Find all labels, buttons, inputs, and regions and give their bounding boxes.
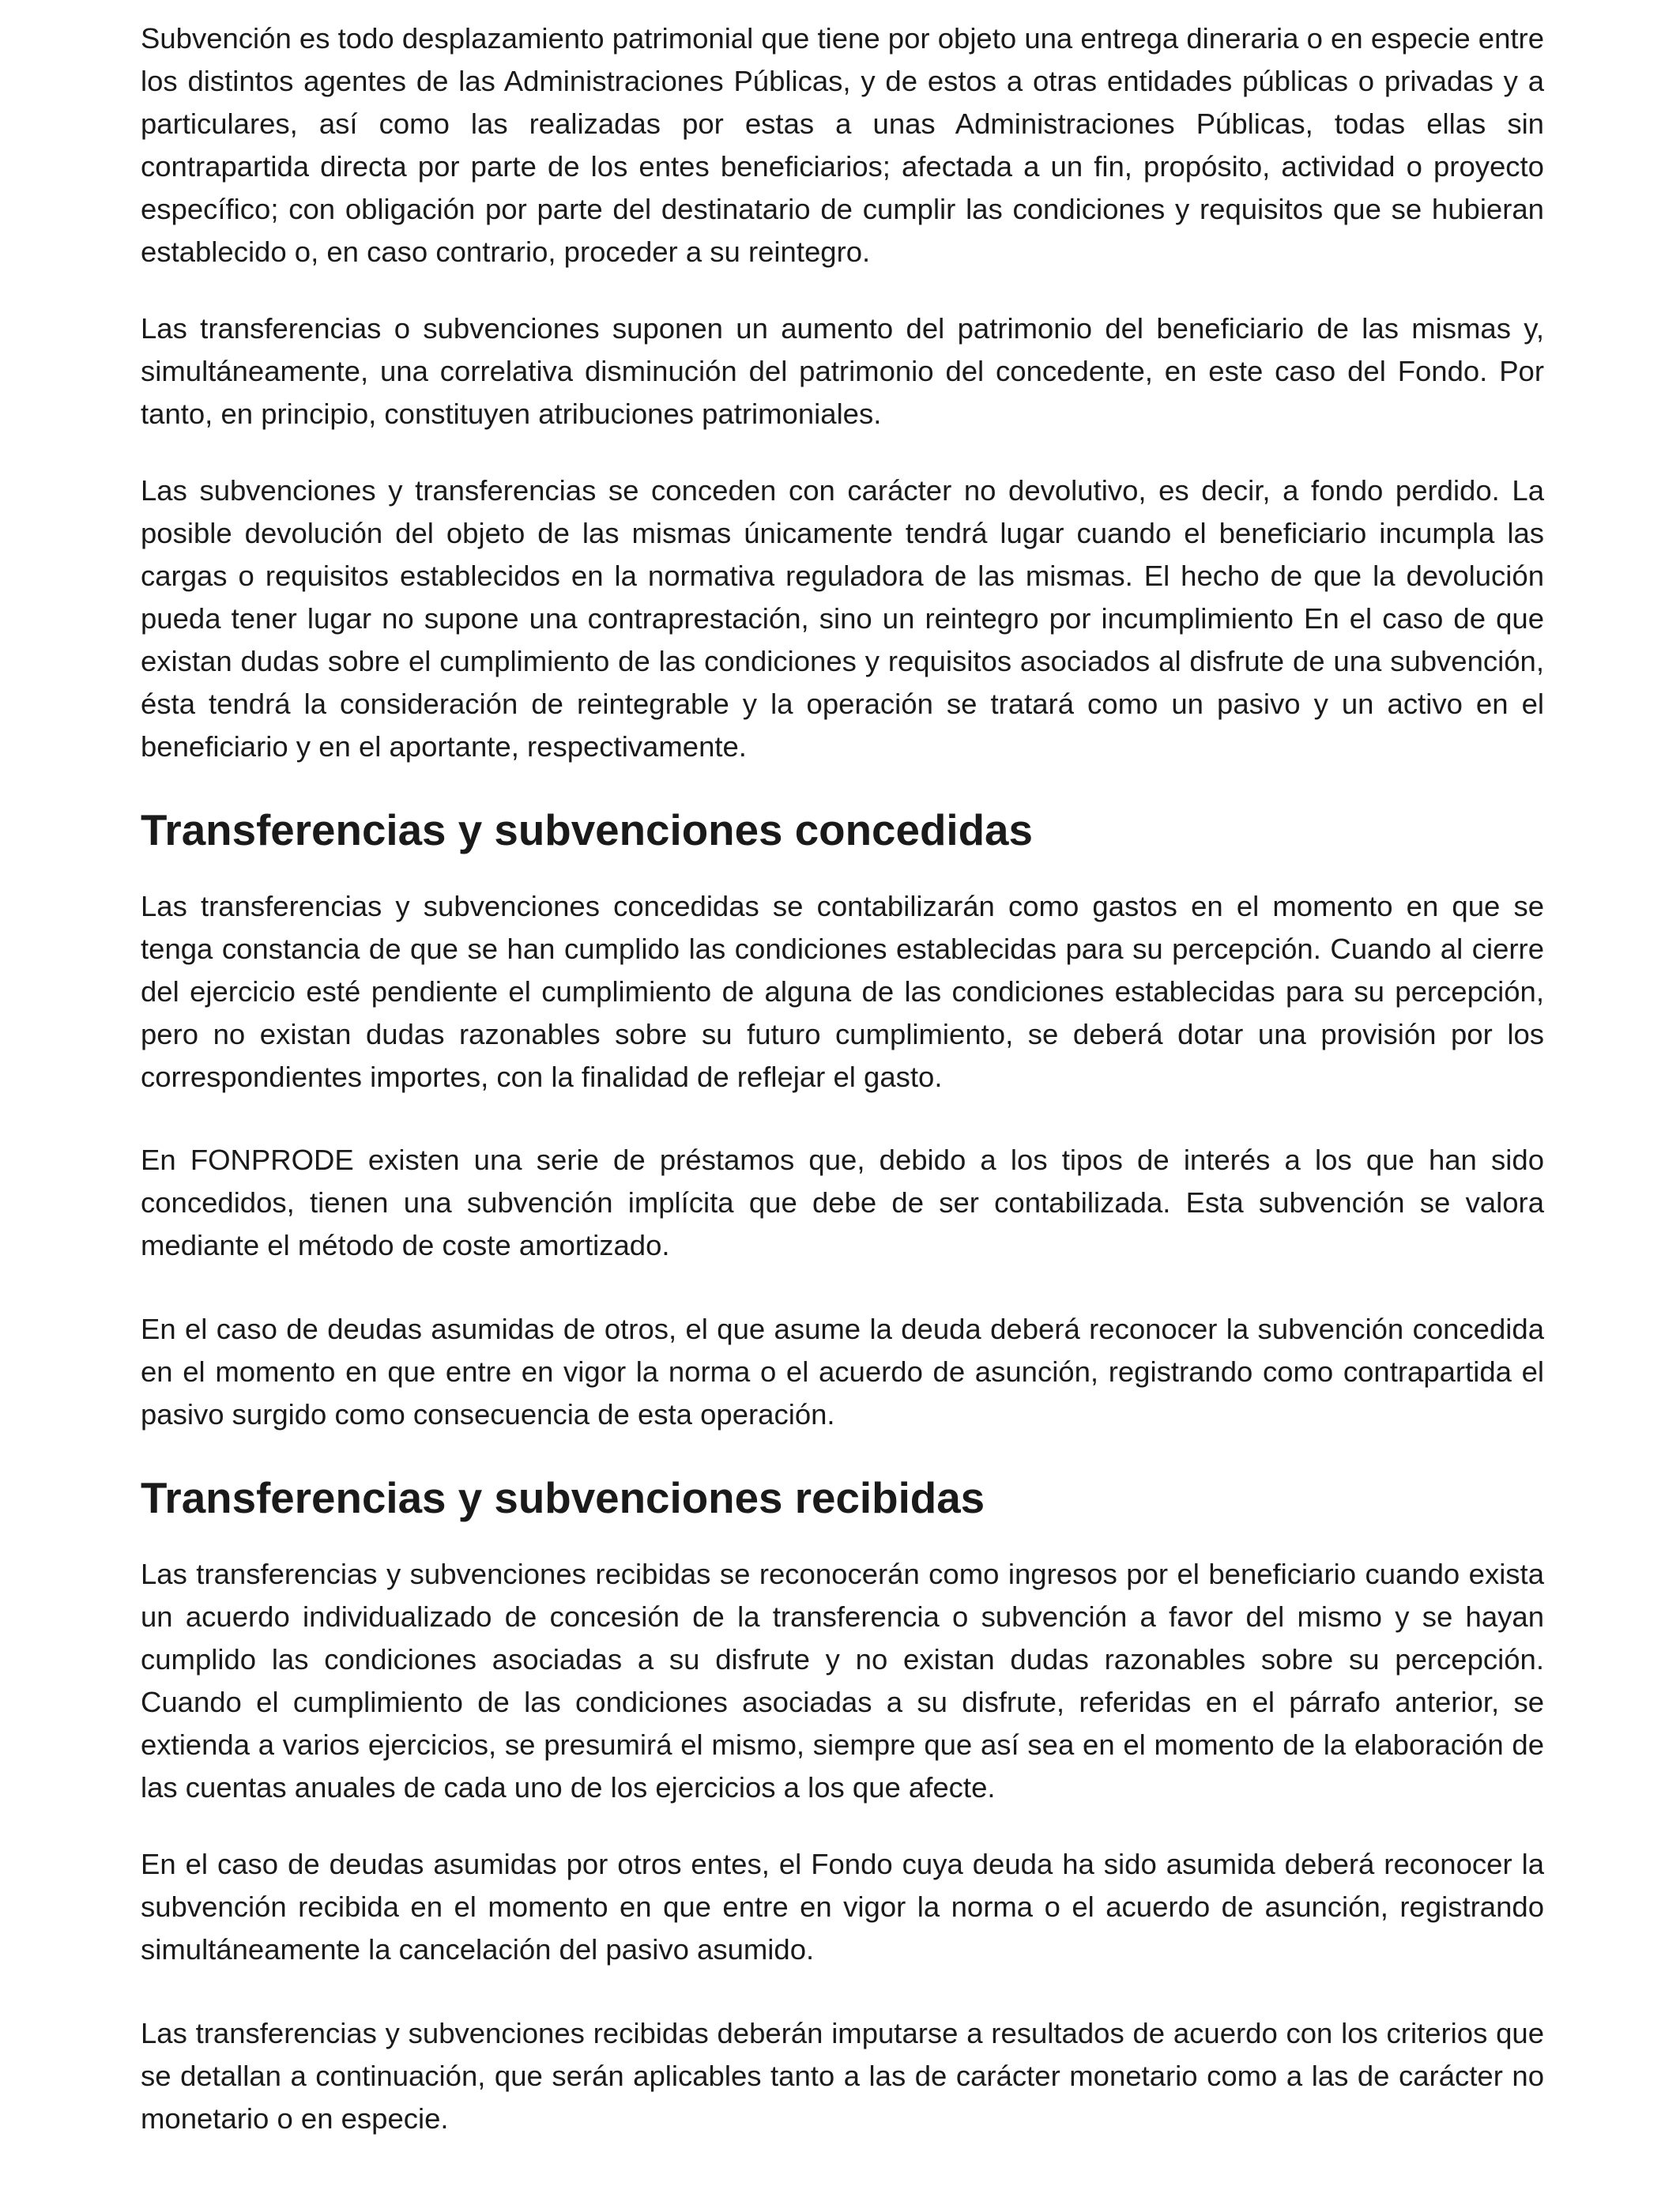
document-page [141, 17, 1544, 2140]
paragraph-fonprode: En FONPRODE existen una serie de préstamos que, debido a los tipos de interés a los que han sido concedidos, tienen una subvención implícita que debe de ser contabilizada. Esta subvención se valora mediante el método de coste amortizado. [141, 1144, 1544, 1261]
paragraph-no-devolutivo: Las subvenciones y transferencias se conceden con carácter no devolutivo, es decir, a fondo perdido. La posible devolución del objeto de las mismas únicamente tendrá lugar cuando el beneficiario incumpla las cargas o requisitos establecidos en la normativa reguladora de las mismas. El hecho de que la devolución pueda tener lugar no supone una contraprestación, sino un reintegro por incumplimiento En el caso de que existan dudas sobre el cumplimiento de las condiciones y requisitos asociados al disfrute de una subvención, ésta tendrá la consideración de reintegrable y la operación se tratará como un pasivo y un activo en el beneficiario y en el aportante, respectivamente. [141, 474, 1544, 763]
paragraph-subvencion-definition: Subvención es todo desplazamiento patrimonial que tiene por objeto una entrega dineraria o en especie entre los distintos agentes de las Administraciones Públicas, y de estos a otras entidades públicas o privadas y a particulares, así como las realizadas por estas a unas Administraciones Públicas, todas ellas sin contrapartida directa por parte de los entes beneficiarios; afectada a un fin, propósito, actividad o proyecto específico; con obligación por parte del destinatario de cumplir las condiciones y requisitos que se hubieran establecido o, en caso contrario, proceder a su reintegro. [141, 22, 1544, 268]
paragraph-patrimonio: Las transferencias o subvenciones suponen un aumento del patrimonio del beneficiario de las mismas y, simultáneamente, una correlativa disminución del patrimonio del concedente, en este caso del Fondo. Por tanto, en principio, constituyen atribuciones patrimoniales. [141, 312, 1544, 430]
paragraph-concedidas-gastos: Las transferencias y subvenciones concedidas se contabilizarán como gastos en el momento en que se tenga constancia de que se han cumplido las condiciones establecidas para su percepción. Cuando al cierre del ejercicio esté pendiente el cumplimiento de alguna de las condiciones establecidas para su percepción, pero no existan dudas razonables sobre su futuro cumplimiento, se deberá dotar una provisión por los correspondientes importes, con la finalidad de reflejar el gasto. [141, 890, 1544, 1093]
heading-recibidas: Transferencias y subvenciones recibidas [141, 1473, 985, 1522]
heading-concedidas: Transferencias y subvenciones concedidas [141, 805, 1033, 854]
paragraph-deudas-asumidas-otros: En el caso de deudas asumidas de otros, el que asume la deuda deberá reconocer la subvención concedida en el momento en que entre en vigor la norma o el acuerdo de asunción, registrando como contrapartida el pasivo surgido como consecuencia de esta operación. [141, 1313, 1544, 1431]
paragraph-recibidas-ingresos: Las transferencias y subvenciones recibidas se reconocerán como ingresos por el beneficiario cuando exista un acuerdo individualizado de concesión de la transferencia o subvención a favor del mismo y se hayan cumplido las condiciones asociadas a su disfrute y no existan dudas razonables sobre su percepción. Cuando el cumplimiento de las condiciones asociadas a su disfrute, referidas en el párrafo anterior, se extienda a varios ejercicios, se presumirá el mismo, siempre que así sea en el momento de la elaboración de las cuentas anuales de cada uno de los ejercicios a los que afecte. [141, 1558, 1544, 1804]
paragraph-deudas-asumidas-entes: En el caso de deudas asumidas por otros entes, el Fondo cuya deuda ha sido asumida deberá reconocer la subvención recibida en el momento en que entre en vigor la norma o el acuerdo de asunción, registrando simultáneamente la cancelación del pasivo asumido. [141, 1848, 1544, 1966]
paragraph-imputacion-resultados: Las transferencias y subvenciones recibidas deberán imputarse a resultados de acuerdo con los criterios que se detallan a continuación, que serán aplicables tanto a las de carácter monetario como a las de carácter no monetario o en especie. [141, 2017, 1544, 2135]
